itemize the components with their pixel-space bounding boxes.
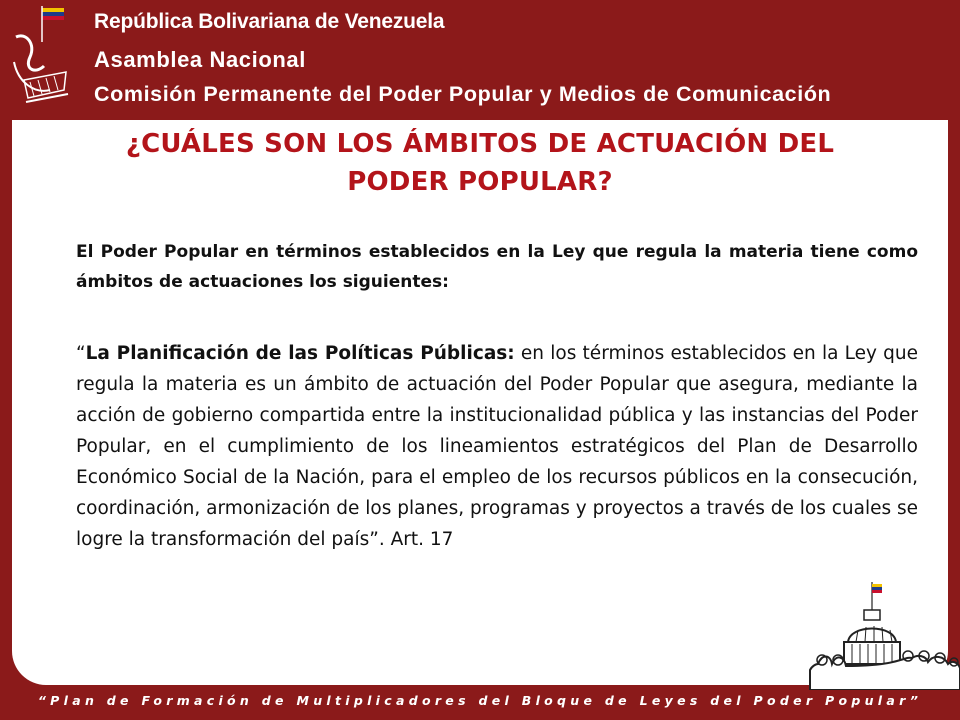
slide-title: ¿CUÁLES SON LOS ÁMBITOS DE ACTUACIÓN DEL PODER POPULAR? [125, 129, 835, 197]
header-country: República Bolivariana de Venezuela [94, 10, 445, 33]
quote-paragraph [76, 338, 918, 555]
national-assembly-logo-icon [6, 2, 86, 114]
header-institution: Asamblea Nacional [94, 47, 306, 72]
quote-heading: La Planificación de las Políticas Públicas: [85, 343, 515, 364]
header-banner [0, 0, 960, 118]
quote-open-mark: “ [76, 343, 86, 364]
header-commission: Comisión Permanente del Poder Popular y Medios de Comunicación [94, 82, 832, 106]
intro-paragraph: El Poder Popular en términos establecidos en la Ley que regula la materia tiene como ámbitos de actuaciones los siguientes: [76, 242, 918, 292]
footer-slogan: “Plan de Formación de Multiplicadores del Bloque de Leyes del Poder Popular” [37, 693, 923, 708]
quote-body: en los términos establecidos en la Ley que regula la materia es un ámbito de actuación del Poder Popular que asegura, mediante la acción de gobierno compartida entre la institucionalidad pública y las instancias del Poder Popular, en el cumplimiento de los lineamientos estratégicos del Plan de Desarrollo Económico Social de la Nación, para el empleo de los recursos públicos en la consecución, coordinación, armonización de los planes, programas y proyectos a través de los cuales se logre la transformación del país”. Art. 17 [76, 343, 919, 550]
capitol-building-icon [800, 580, 960, 690]
